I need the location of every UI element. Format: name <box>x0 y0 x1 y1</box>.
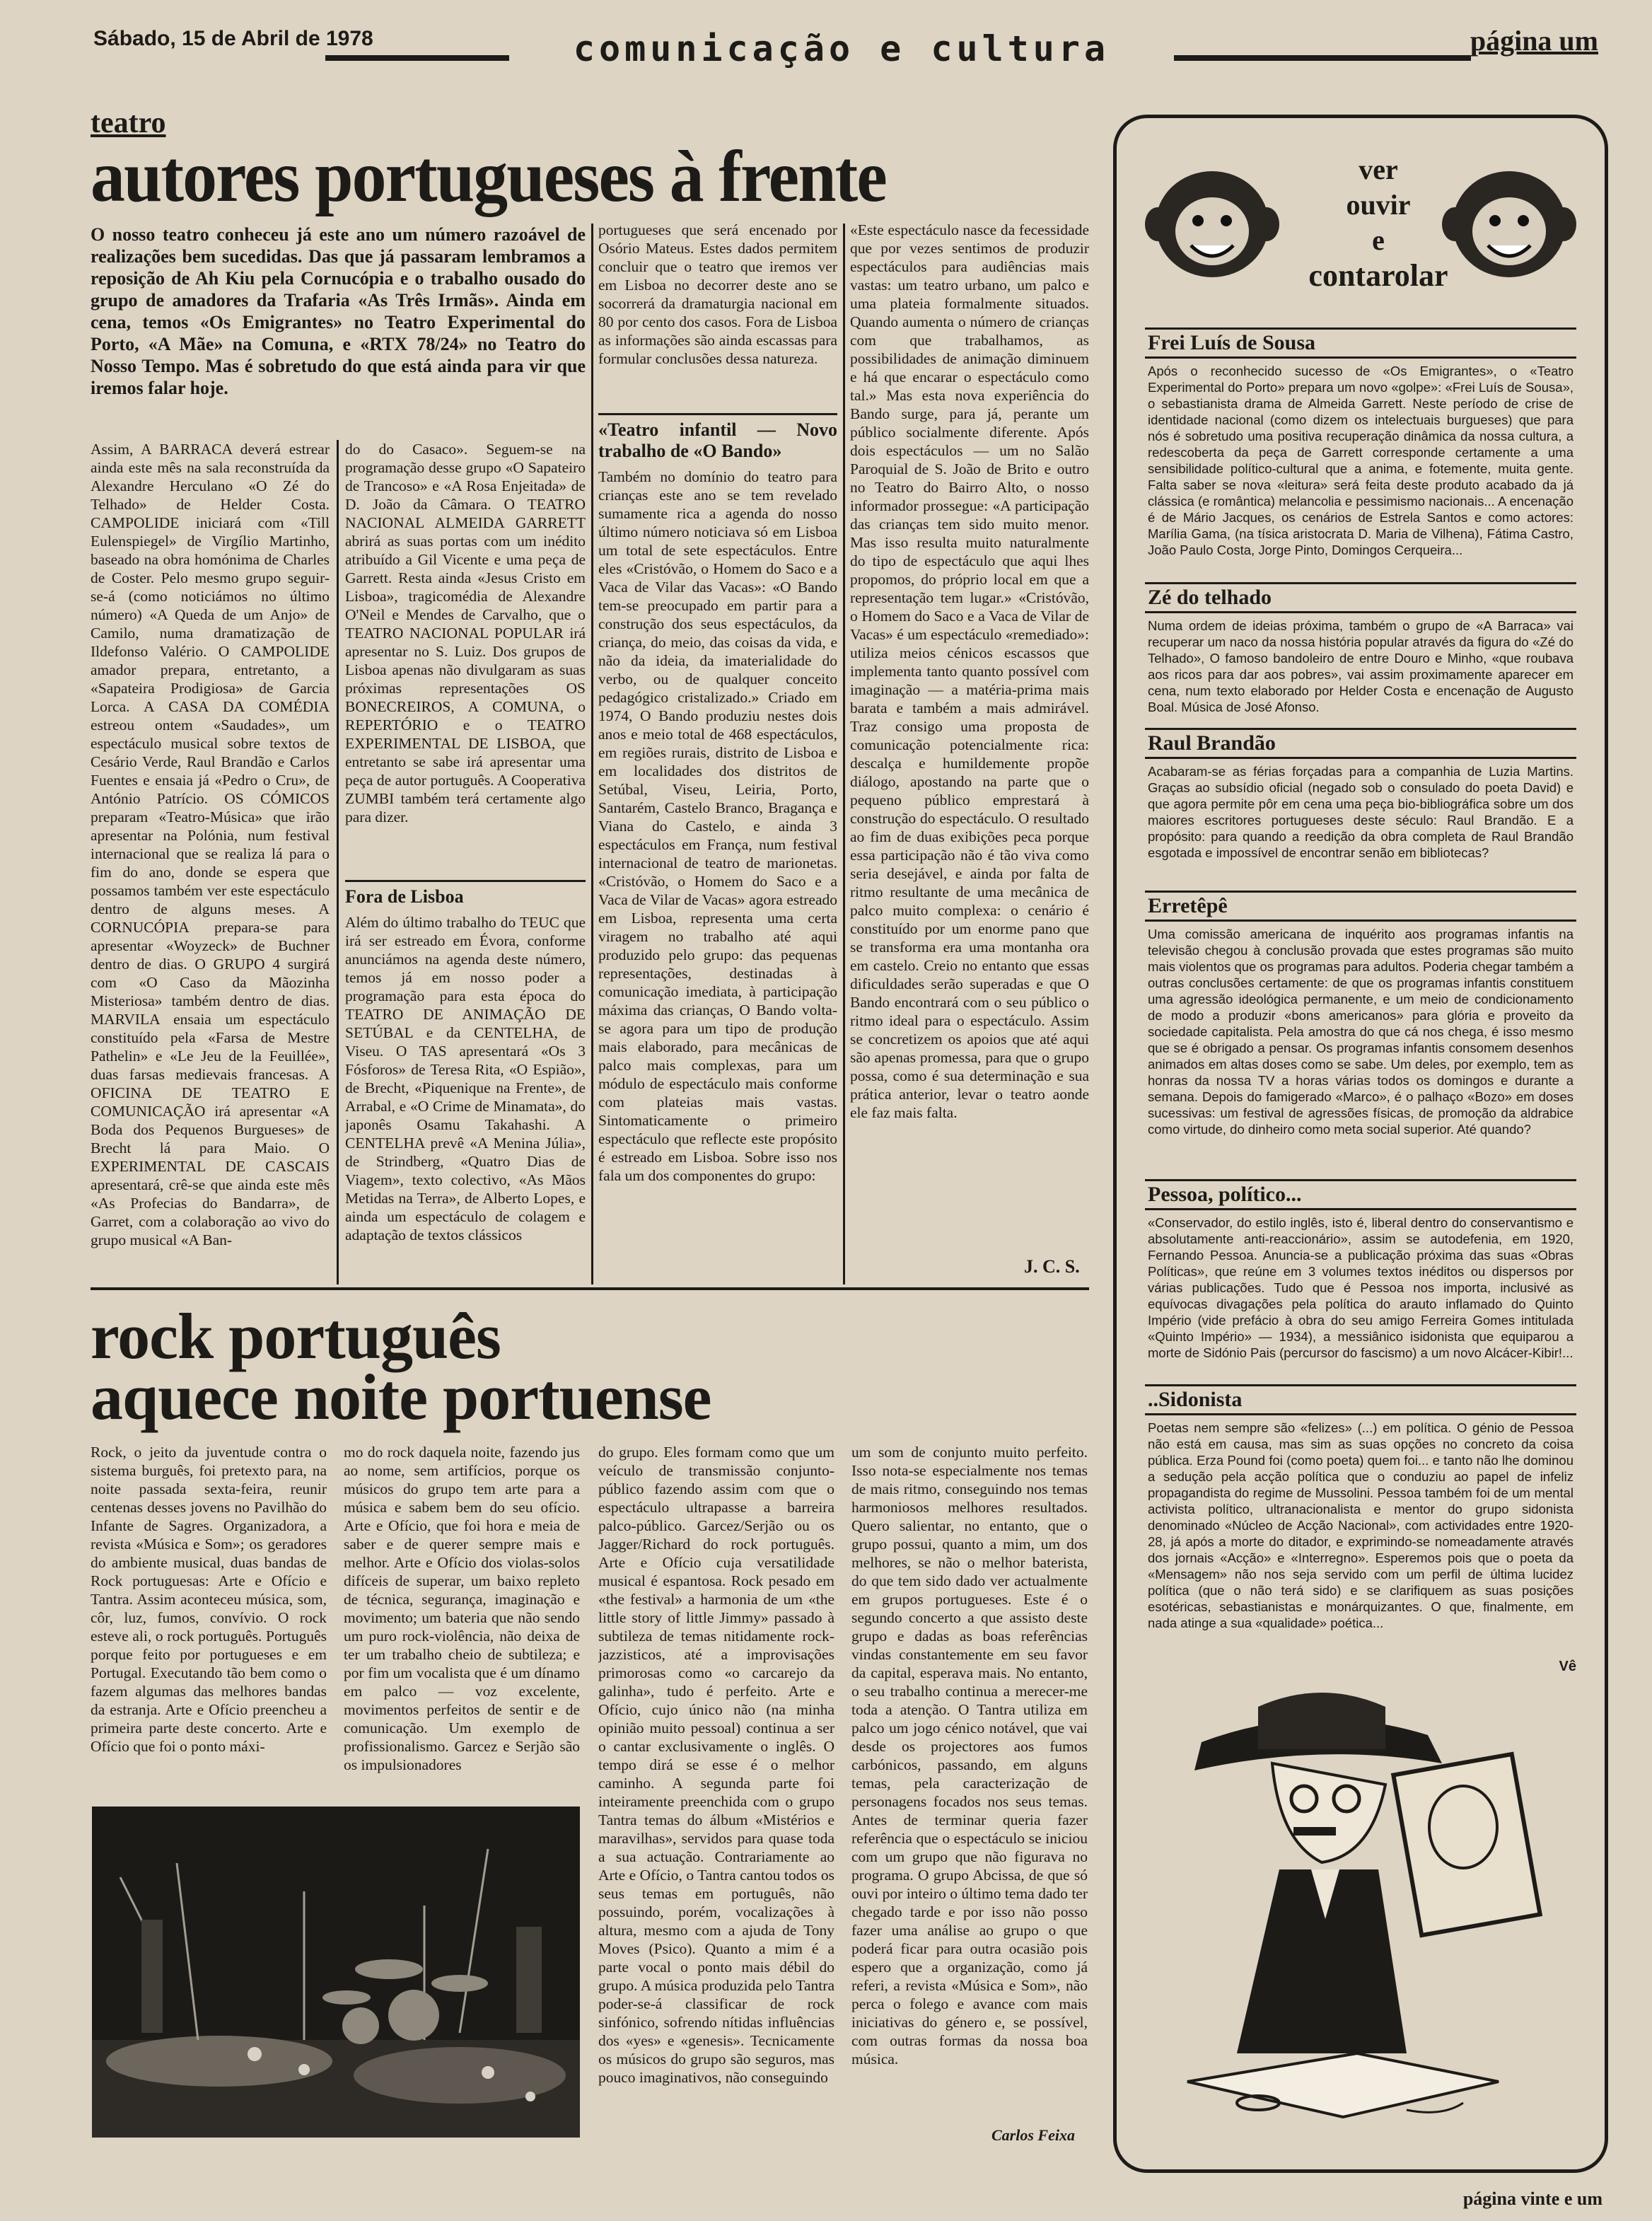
teatro-column-4: «Este espectáculo nasce da fecessidade que por vezes sentimos de produzir espectáculos para audiências mais vastas: um teatro urbano, um palco e uma plateia formalmente situados. Quando aumenta o número de crianças com que trabalhamos, as possibilidades de animação diminuem e há que encarar o espectáculo como tal.» Mas esta nova experiência do Bando surge, para já, perante um público socialmente diferente. Após dois espectáculos — um no Salão Paroquial de S. João de Brito e outro no Teatro do Bairro Alto, o nosso informador prossegue: «A participação das crianças tem sido muito menor. Mas isso resulta muito naturalmente do tipo de espectáculo que aqui lhes propomos, do próprio local em que a representação tem lugar.» «Cristóvão, o Homem do Saco e a Vaca de Vilar de Vacas» é um espectáculo «remediado»: utiliza meios cénicos escassos que implementa tanto quanto possível com imaginação — a matéria-prima mais barata e também a mais admirável. Traz consigo uma proposta de comunicação potencialmente rica: descalça e humildemente propõe diálogo, apostando na parte que o pequeno público emprestará à construção do espectáculo. O resultado ao fim de duas exibições peca porque essa participação não é tão viva como seria desejável, e ainda por falta de ritmo resultante de uma mecânica de palco muito complexa: o cenário é constituído por um enorme pano que se transforma era uma montanha ora em castelo. Creio no entanto que essas dificuldades serão superadas e que O Bando encontrará com o seu público o ritmo ideal para o espectáculo. Assim se concretizem os apoios que até aqui são apenas promessa, para que o grupo possa, como é sua determinação e sua prática anterior, levar o teatro aonde ele faz mais falta. <box>850 221 1089 1121</box>
teatro-column-2: do do Casaco». Seguem-se na programação desse grupo «O Sapateiro de Trancoso» e «A Rosa Enjeitada» de D. João da Câmara. O TEATRO NACIONAL ALMEIDA GARRETT abrirá as suas portas com um inédito atribuído a Gil Vicente e uma peça de Garrett. Resta ainda «Jesus Cristo em Lisboa», tragicomédia de Alexandre O'Neil e Mendes de Carvalho, que o TEATRO NACIONAL POPULAR irá apresentar no S. Luiz. Dos grupos de Lisboa apenas não divulgaram as suas próximas representações OS BONECREIROS, A COMUNA, o REPERTÓRIO e o TEATRO EXPERIMENTAL DE LISBOA, que entretanto se sabe irá apresentar uma peça de autor português. A Cooperativa ZUMBI também terá certamente algo para dizer. <box>345 441 586 825</box>
box-raul-brandao <box>1145 728 1576 861</box>
ver-ouvir-panel <box>1113 115 1608 2173</box>
fora-de-lisboa-block <box>345 876 586 1285</box>
teatro-infantil-title: «Teatro infantil — Novo trabalho de «O Bando» <box>598 413 837 462</box>
concert-photo <box>92 1807 580 2138</box>
monkey-illustration-left <box>1138 146 1286 288</box>
box-frei-luis-de-sousa <box>1145 327 1576 558</box>
box-title: ..Sidonista <box>1145 1384 1576 1415</box>
box-ze-do-telhado <box>1145 582 1576 715</box>
fora-de-lisboa-title: Fora de Lisboa <box>345 880 586 907</box>
panel-title-line-1: ver <box>1359 153 1398 185</box>
box-text: Uma comissão americana de inquérito aos programas infantis na televisão chegou à conclusão provada que estes programas são muito mais violentos que os programas para adultos. Poderia chegar também a outras conclusões certamente: de que os programas infantis constituem uma agressão ideológica permanente, e um meio de condicionamento de modo a produzir «bons americanos» para glória e proveito da sociedade capitalista. Pela amostra do que cá nos chega, é isso mesmo que se é obrigado a pensar. Os programas infantis consomem desenhos animados em altas doses como se sabe. Um deles, por exemplo, tem as honras da nossa TV a horas várias todos os domingos e durante a semana. Depois do famigerado «Marco», é o palhaço «Bozo» em doses sucessivas: um festival de agressões físicas, de promoção da aldrabice como virtude, do dinheiro como meta social superior. Até quando? <box>1148 927 1574 1137</box>
box-text: «Conservador, do estilo inglês, isto é, liberal dentro do conservantismo e absolutamente anti-reaccionário», assim se autodefenia, em 1920, Fernando Pessoa. Anuncia-se a publicação próxima das suas «Obras Políticas», que reúne em 3 volumes textos inéditos ou dispersos por várias publicações. Tudo que é Pessoa nos importa, inclusivé as equívocas divagações pela política do arauto inflamado do Quinto Império (vide prefácio à obra do seu amigo Ferreira Gomes intitulada «Quinto Império» — 1934), a messiânico isidonista que equiparou a morte de Sidónio Pais (percursor do fascismo) a um novo Alcácer-Kibir!... <box>1148 1215 1574 1360</box>
rock-headline-line-1: rock português <box>91 1300 501 1372</box>
rock-column-4: um som de conjunto muito perfeito. Isso nota-se especialmente nos temas de mais ritmo, conseguindo nos temas harmoniosos melhores resultados. Quero salientar, no entanto, que o grupo possui, quanto a mim, um dos melhores, se não o melhor baterista, do que tem sido dado ver actualmente em grupos portugueses. Este é o segundo concerto a que assisto deste grupo e dadas as boas referências vindas constantemente em seu favor da capital, esperava mais. No entanto, o seu trabalho continua a merecer-me toda a atenção. O Tantra utiliza em palco um jogo cénico notável, que vai desde os projectores aos fumos carbónicos, passando, em alguns temas, pela caracterização de personagens focados nos seus temas. Antes de terminar queria fazer referência que o espectáculo se iniciou com um grupo que não figurava no programa. O grupo Abcissa, de que só ouvi por inteiro o último tema dado ter chegado tarde e por isso não posso fazer uma análise ao grupo o que poderá ficar para outra ocasião pois espero que a organização, como já referi, a revista «Música e Som», não perca o folego e avance com mais iniciativas do género e, se possível, com outras formas da nossa boa música. <box>851 1444 1088 2068</box>
teatro-column-3a: portugueses que será encenado por Osório Mateus. Estes dados permitem concluir que o teatro que iremos ver em Lisboa no decorrer deste ano se socorrerá da dramaturgia nacional em 80 por cento dos casos. Fora de Lisboa as informações são ainda escassas para formular conclusões dessa natureza. <box>598 221 837 367</box>
teatro-signature: J. C. S. <box>1024 1256 1080 1277</box>
box-pessoa-politico <box>1145 1179 1576 1361</box>
monkey-illustration-right <box>1435 146 1583 288</box>
column-rule <box>843 224 845 1285</box>
rock-headline <box>91 1300 711 1433</box>
teatro-headline: autores portugueses à frente <box>91 136 886 217</box>
panel-title-line-3: e <box>1372 224 1385 256</box>
panel-title-line-2: ouvir <box>1346 189 1411 221</box>
teatro-lead: O nosso teatro conheceu já este ano um número razoável de realizações bem sucedidas. Das que já passaram lembramos a reposição de Ah Kiu pela Cornucópia e o trabalho ousado do grupo de amadores da Trafaria «As Três Irmãs». Ainda em cena, temos «Os Emigrantes» no Teatro Experimental do Porto, «A Mãe» na Comuna, e «RTX 78/24» no Teatro do Nosso Tempo. Mas é sobretudo do que está ainda para vir que iremos falar hoje. <box>91 224 586 398</box>
section-divider <box>91 1287 1089 1290</box>
column-rule <box>591 224 593 1285</box>
teatro-infantil-text: Também no domínio do teatro para crianças este ano se tem revelado sumamente rica a agenda do nosso último número noticiava só em Lisboa um total de sete espectáculos. Entre eles «Cristóvão, o Homem do Saco e a Vaca de Vilar das Vacas»: «O Bando tem-se preocupado em partir para a construção dos seus espectáculos, da criança, do meio, das coisas da vida, e não da ideia, da imaterialidade do verbo, ou de qualquer conceito pedagógico cristalizado.» Criado em 1974, O Bando produziu nestes dois anos e meio total de 468 espectáculos, em regiões rurais, distrito de Lisboa e em localidades dos distritos de Setúbal, Viseu, Leiria, Porto, Santarém, Castelo Branco, Bragança e Viana do Castelo, e ainda 3 espectáculos em França, num festival internacional de teatro de marionetas. «Cristóvão, o Homem do Saco e a Vaca de Vilar de Vacas» agora estreado em Lisboa, representa uma certa viragem no trabalho até aqui produzido pelo grupo: das pequenas representações, destinadas à comunicação imediata, à participação máxima das crianças, O Bando volta-se agora para um tipo de produção mais elaborado, para mecânicas de palco mais complexas, para um módulo de espectáculo mais conforme com plateias mais vastas. Sintomaticamente o primeiro espectáculo que reflecte este propósito é estreado em Lisboa. Sobre isso nos fala um dos componentes do grupo: <box>598 468 837 1184</box>
box-text: Numa ordem de ideias próxima, também o grupo de «A Barraca» vai recuperar um naco da nossa história popular através da figura do «Zé do Telhado», O famoso bandoleiro de entre Douro e Minho, «que roubava aos ricos para dar aos pobres», vai assim proximamente aparecer em cena, num texto elaborado por Helder Costa e encenação de Augusto Boal. Música de José Afonso. <box>1148 618 1574 714</box>
teatro-infantil-block <box>598 409 837 1285</box>
header-rule-left <box>325 55 509 61</box>
box-erretepe <box>1145 891 1576 1137</box>
box-sidonista <box>1145 1384 1576 1631</box>
rock-headline-line-2: aquece noite portuense <box>91 1361 711 1433</box>
box-title: Frei Luís de Sousa <box>1145 327 1576 359</box>
box-title: Zé do telhado <box>1145 582 1576 613</box>
box-title: Raul Brandão <box>1145 728 1576 759</box>
box-text: Poetas nem sempre são «felizes» (...) em política. O génio de Pessoa não está em causa, mas sim as suas opções no concreto da coisa pública. Erza Pound foi (como poeta) quem foi... e tanto não lhe dominou a sedução pela acção política que o conduziu ao papel de infeliz propagandista do regime de Mussolini. Pessoa também foi de um mental activista político, ultranacionalista e mentor do grupo sidonista denominado «Núcleo de Acção Nacional», com actividades entre 1920-28, já após a morte do ditador, e exprimindo-se nomeadamente através dos jornais «Acção» e «Interregno». Esperemos pois que o poeta da «Mensagem» não nos seja servido com um perfil de última lucidez política (que o não terá sido) e se clarifiquem as suas posições esotéricas, sebastianistas e monárquizantes. O que, finalmente, em nada atinge a sua «qualidade» poética... <box>1148 1420 1574 1630</box>
box-text: Após o reconhecido sucesso de «Os Emigrantes», o «Teatro Experimental do Porto» prepara um novo «golpe»: «Frei Luís de Sousa», o sebastianista drama de Almeida Garrett. Neste período de crise de identidade nacional (como dizem os intelectuais burgueses) que para nós é sobretudo uma positiva recuperação dinâmica da nossa cultura, a redescoberta da peça de Garrett corresponde certamente a uma sensibilidade político-cultural que a anima, e fotemente, muita gente. Falta saber se nova «leitura» será feita deste produto acabado da já clássica (e romântica) melancolia e pessimismo nacionais... A encenação é de Mário Jacques, os cenários de Estrela Santos e como actores: Marília Gama, (na tísica aristocrata D. Maria de Vilhena), Fátima Castro, João Paulo Costa, Jorge Pinto, Domingos Cerqueira... <box>1148 364 1574 557</box>
rock-column-1: Rock, o jeito da juventude contra o sistema burguês, foi pretexto para, na noite passada sexta-feira, reunir centenas desses jovens no Pavilhão do Infante de Sagres. Organizadora, a revista «Música e Som»; os geradores do ambiente musical, duas bandas de Rock portuguesas: Arte e Ofício e Tantra. Assim aconteceu música, som, côr, luz, fumos, convívio. O rock esteve ali, o rock português. Português porque feito por portugueses e em Portugal. Executando tão bem como o fazem algumas das melhores bandas da estranja. Arte e Ofício preencheu a primeira parte deste concerto. Arte e Ofício que foi o ponto máxi- <box>91 1444 327 1755</box>
panel-signoff: Vê <box>1559 1659 1576 1674</box>
column-rule <box>337 440 339 1285</box>
page-header <box>85 27 1598 76</box>
panel-title <box>1308 152 1448 294</box>
box-title: Erretêpê <box>1145 891 1576 922</box>
section-title: comunicação e cultura <box>573 28 1110 69</box>
caricature-illustration <box>1173 1686 1555 2138</box>
teatro-column-1: Assim, A BARRACA deverá estrear ainda este mês na sala reconstruída da Alexandre Herculano «O Zé do Telhado» de Helder Costa. CAMPOLIDE iniciará com «Till Eulenspiegel» de Virgílio Martinho, baseado na obra homónima de Charles de Coster. Pelo mesmo grupo seguir-se-á (como noticiámos no último número) «A Queda de um Anjo» de Camilo, numa dramatização de Ildefonso Valério. O CAMPOLIDE amador prepara, entretanto, a «Sapateira Prodigiosa» de Garcia Lorca. A CASA DA COMÉDIA estreou ontem «Saudades», um espectáculo musical sobre textos de Cesário Verde, Raul Brandão e Carlos Fuentes e ensaia já «Pedro o Cru», de António Patrício. OS CÓMICOS preparam «Teatro-Música» que irão apresentar na Polónia, num festival internacional que se realiza lá para o fim do ano, donde se espera que possamos também ver este espectáculo dentro de alguns meses. A CORNUCÓPIA prepara-se para apresentar «Woyzeck» de Buchner dentro de dias. O GRUPO 4 surgirá com «O Caso da Mãozinha Misteriosa» também dentro de dias. MARVILA ensaia um espectáculo constituído pela «Farsa de Mestre Pathelin» e «Le Jeu de la Feuillée», duas farsas medievais francesas. A OFICINA DE TEATRO E COMUNICAÇÃO irá apresentar «A Boda dos Pequenos Burgueses» de Brecht lá para Maio. O EXPERIMENTAL DE CASCAIS apresentará, crê-se que ainda este mês «As Profecias do Bandarra», de Garret, com a colaboração ao vivo do grupo musical «A Ban- <box>91 441 330 1248</box>
concert-stage-image <box>92 1807 580 2138</box>
rock-column-3: do grupo. Eles formam como que um veículo de transmissão conjunto-público fazendo assim com que o espectáculo ultrapasse a barreira palco-público. Garcez/Serjão ou os Jagger/Richard do rock português. Arte e Ofício cuja versatilidade musical é espantosa. Rock pesado em «the festival» a harmonia de um «the little story of little Jimmy» passado à subtileza de temas nitidamente rock-jazzisticos, até a improvisações primorosas como «o carcarejo da galinha», tudo é perfeito. Arte e Ofício, cujo único não (na minha opinião muito pessoal) continua a ser o cantar exclusivamente o inglês. O tempo dirá se esse é o melhor caminho. A segunda parte foi inteiramente preenchida com o grupo Tantra temas do álbum «Mistérios e maravilhas», servidos para quase toda a sua actuação. Contrariamente ao Arte e Ofício, o Tantra cantou todos os seus temas em português, não possuindo, porém, vocalizações à altura, mesmo com a ajuda de Tony Moves (Psico). Quanto a mim é a parte vocal o ponto mais débil do grupo. A música produzida pelo Tantra poder-se-á classificar de rock sinfónico, sofrendo nítidas influências dos «yes» e «genesis». Tecnicamente os músicos do grupo são seguros, mas pouco imaginativos, não conseguindo <box>598 1444 834 2086</box>
footer-page-label: página vinte e um <box>1462 2188 1602 2209</box>
rock-column-2: mo do rock daquela noite, fazendo jus ao nome, sem artifícios, porque os músicos do grupo tem arte para a música e sabem bem do seu ofício. Arte e Ofício, que foi hora e meia de saber e de querer sempre mais e melhor. Arte e Ofício dos violas-solos difíceis de superar, um baixo repleto de técnica, segurança, imaginação e movimento; um bateria que não sendo um puro rock-violência, não deixa de ter um trabalho cheio de subtileza; e por fim um vocalista que é um dínamo em palco — voz excelente, movimentos perfeitos de sentir e de comunicação. Um exemplo de profissionalismo. Garcez e Serjão são os impulsionadores <box>344 1444 580 1773</box>
page-label: página um <box>1470 25 1598 57</box>
teatro-kicker: teatro <box>91 107 166 139</box>
box-text: Acabaram-se as férias forçadas para a companhia de Luzia Martins. Graças ao subsídio oficial (negado sob o consulado do poeta David) e que agora permite pôr em cena uma peça bio-bibliográfica sobre um dos maiores escritores portugueses deste século: Raul Brandão. E a propósito: para quando a reedição da obra completa de Raul Brandão esgotada e impossível de encontrar senão em bibliotecas? <box>1148 764 1574 860</box>
header-rule-right <box>1174 55 1471 61</box>
box-title: Pessoa, político... <box>1145 1179 1576 1210</box>
panel-title-line-4: contarolar <box>1308 258 1448 293</box>
rock-signature: Carlos Feixa <box>991 2126 1075 2144</box>
fora-de-lisboa-text: Além do último trabalho do TEUC que irá ser estreado em Évora, conforme anunciámos na agenda deste número, temos já em nosso poder a programação para esta época do TEATRO DE ANIMAÇÃO DE SETÚBAL e da CENTELHA, de Viseu. O TAS apresentará «Os 3 Fósforos» de Teresa Rita, «O Espião», de Brecht, «Piquenique na Frente», de Arrabal, e «O Crime de Minamata», do japonês Osamu Takahashi. A CENTELHA prevê «A Menina Júlia», de Strindberg, «Quatro Dias de Viagem», texto colectivo, «As Mãos Metidas na Terra», de Alberto Lopes, e ainda um espectáculo de colagem e adaptação de textos clássicos <box>345 914 586 1243</box>
issue-date: Sábado, 15 de Abril de 1978 <box>93 27 373 50</box>
